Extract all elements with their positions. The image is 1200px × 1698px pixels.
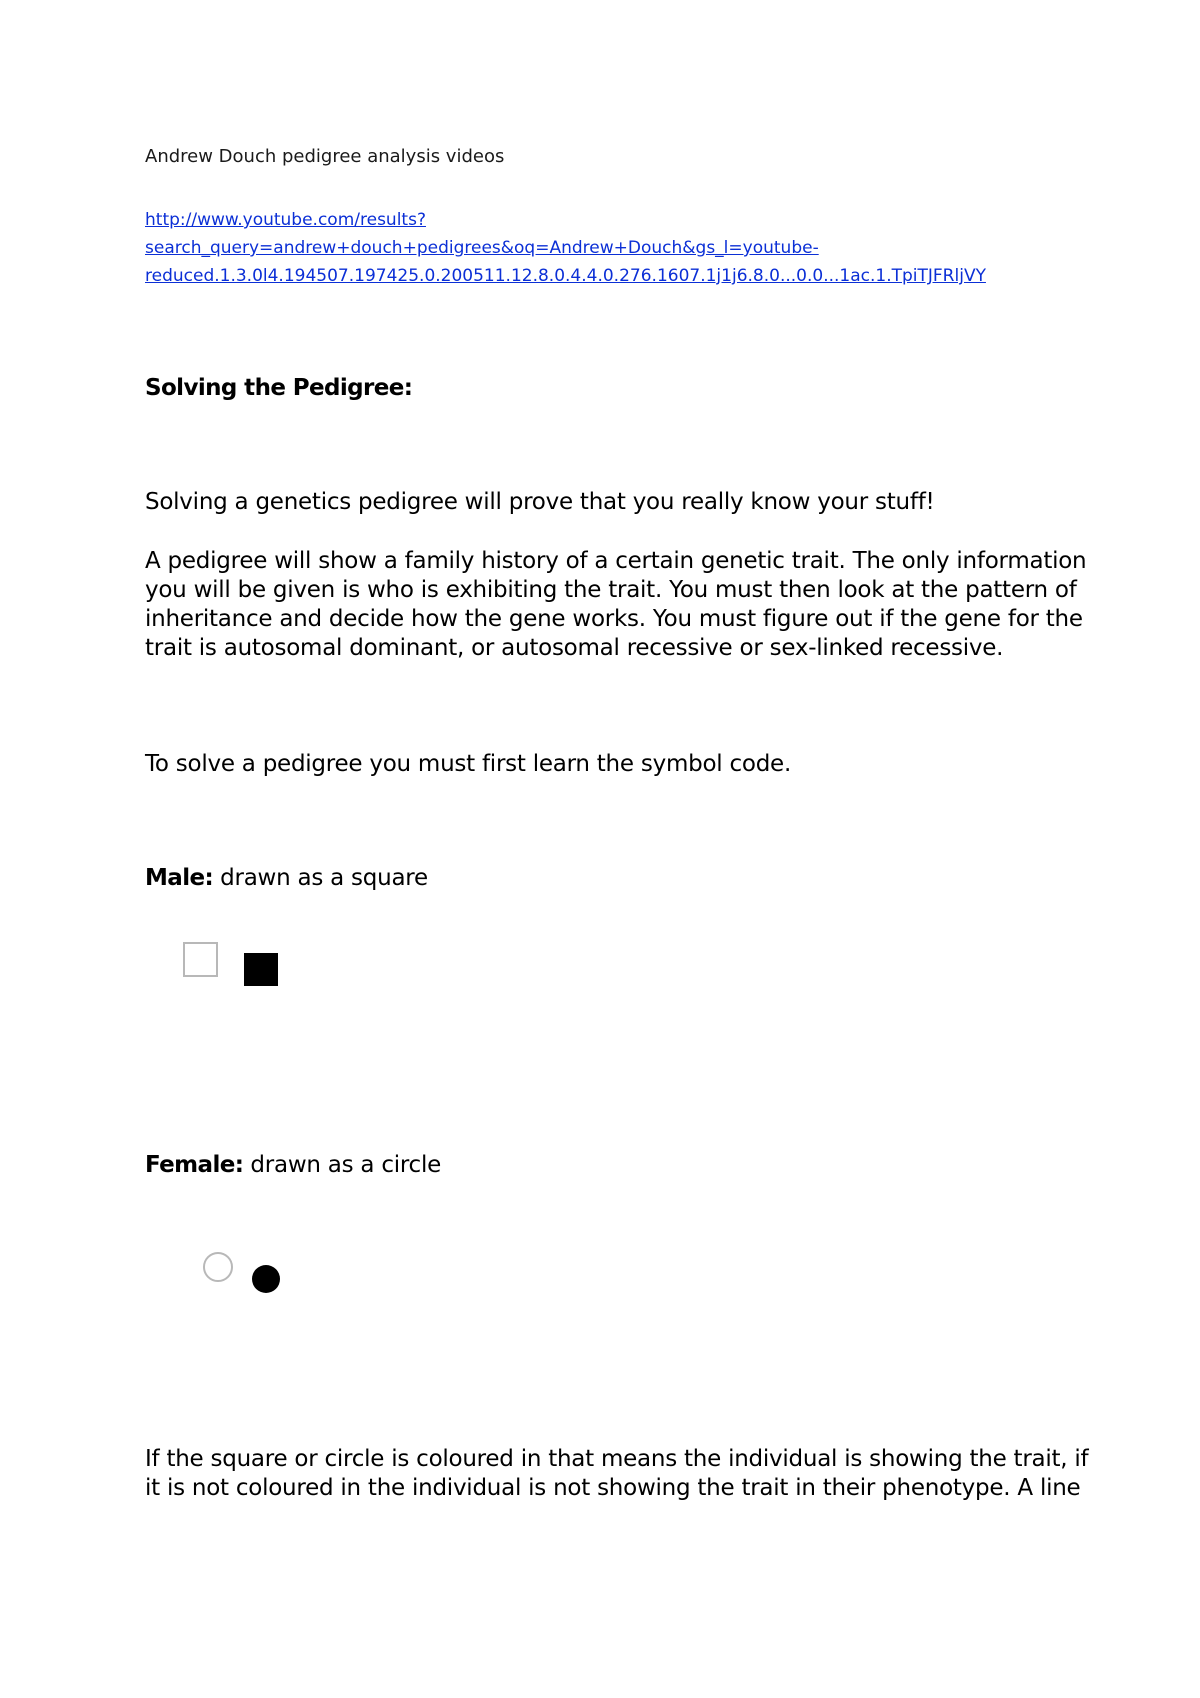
paragraph-coloured-line-1: If the square or circle is coloured in that means the individual is showing the trait, if: [145, 1446, 1089, 1472]
female-definition: [145, 1152, 441, 1178]
section-heading: Solving the Pedigree:: [145, 375, 413, 401]
paragraph-line-4: trait is autosomal dominant, or autosomal recessive or sex-linked recessive.: [145, 635, 1004, 661]
paragraph-symbol-code: [145, 750, 1075, 779]
affected-female-circle: [252, 1265, 280, 1293]
paragraph-intro: [145, 488, 1075, 517]
paragraph-pedigree-description: [145, 547, 1087, 663]
link-line-3[interactable]: reduced.1.3.0l4.194507.197425.0.200511.12.8.0.4.4.0.276.1607.1j1j6.8.0...0.0...1ac.1.TpiTJFRljVY: [145, 266, 986, 286]
female-label: Female:: [145, 1152, 244, 1178]
paragraph-line-3: inheritance and decide how the gene works. You must figure out if the gene for the: [145, 606, 1083, 632]
male-description: drawn as a square: [213, 865, 428, 891]
unaffected-female-circle: [204, 1253, 232, 1281]
male-definition: [145, 865, 428, 891]
youtube-link[interactable]: [145, 206, 986, 290]
male-label: Male:: [145, 865, 214, 891]
link-line-1[interactable]: http://www.youtube.com/results?: [145, 210, 426, 230]
paragraph-coloured-meaning: [145, 1445, 1089, 1503]
affected-male-square: [244, 953, 278, 986]
unaffected-male-square: [184, 943, 217, 976]
link-line-2[interactable]: search_query=andrew+douch+pedigrees&oq=Andrew+Douch&gs_l=youtube-: [145, 238, 819, 258]
intro-line: Andrew Douch pedigree analysis videos: [145, 146, 505, 167]
female-description: drawn as a circle: [243, 1152, 441, 1178]
paragraph-symbol-code-text: To solve a pedigree you must first learn the symbol code.: [145, 751, 792, 777]
paragraph-line-1: A pedigree will show a family history of a certain genetic trait. The only information: [145, 548, 1087, 574]
paragraph-coloured-line-2: it is not coloured in the individual is not showing the trait in their phenotype. A line: [145, 1475, 1081, 1501]
paragraph-line-2: you will be given is who is exhibiting the trait. You must then look at the pattern of: [145, 577, 1077, 603]
paragraph-intro-text: Solving a genetics pedigree will prove that you really know your stuff!: [145, 489, 935, 515]
